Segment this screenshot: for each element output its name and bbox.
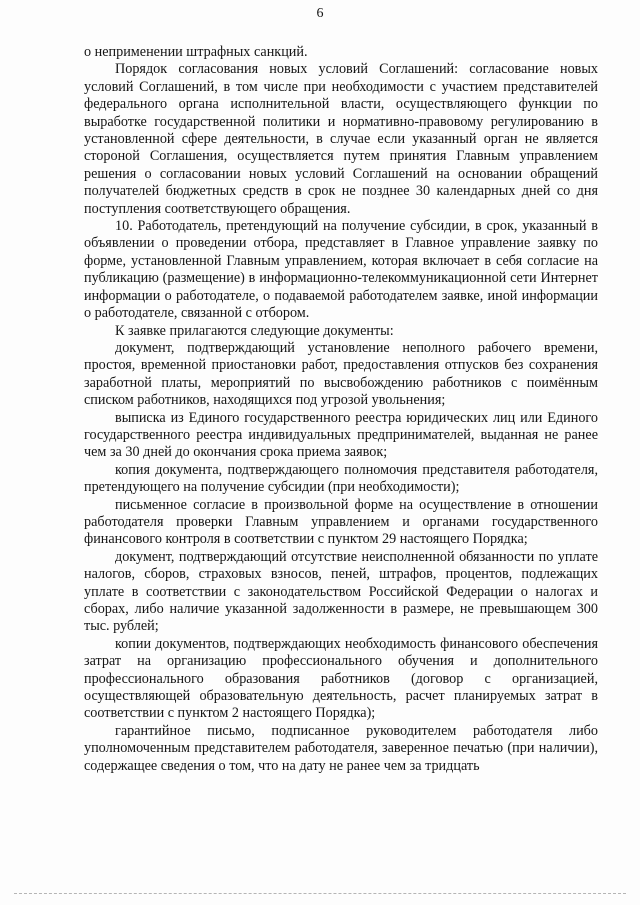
paragraph: 10. Работодатель, претендующий на получение субсидии, в срок, указанный в объявлении о проведении отбора, представляет в Главное управление заявку по форме, установленной Главным управлением, которая включает в себя согласие на публикацию (размещение) в информационно-телекоммуникационной сети Интернет информации о работодателе, о подаваемой работодателем заявке, иной информации о работодателе, связанной с отбором. [84,218,598,322]
paragraph: документ, подтверждающий отсутствие неисполненной обязанности по уплате налогов, сборов, страховых взносов, пеней, штрафов, процентов, подлежащих уплате в соответствии с законодательством Российской Федерации о налогах и сборах, либо наличие указанной задолженности в размере, не превышающем 300 тыс. рублей; [84,548,598,635]
paragraph: К заявке прилагаются следующие документы: [115,322,394,339]
paragraph: копия документа, подтверждающего полномочия представителя работодателя, претендующего на получение субсидии (при необходимости); [84,461,598,496]
paragraph: выписка из Единого государственного реестра юридических лиц или Единого государственного реестра индивидуальных предпринимателей, выданная не ранее чем за 30 дней до окончания срока приема заявок; [84,409,598,461]
page-number: 6 [316,6,324,21]
paragraph: копии документов, подтверждающих необходимость финансового обеспечения затрат на организацию профессионального обучения и дополнительного профессионального образования работников (договор с организацией, осуществляющей образовательную деятельность, расчет планируемых затрат в соответствии с пунктом 2 настоящего Порядка); [84,635,598,722]
paragraph: документ, подтверждающий установление неполного рабочего времени, простоя, временной приостановки работ, предоставления отпусков без сохранения заработной платы, мероприятий по высвобождению работников с поимённым списком работников, находящихся под угрозой увольнения; [84,339,598,409]
paragraph: Порядок согласования новых условий Соглашений: согласование новых условий Соглашений, в том числе при необходимости с участием представителей федерального органа исполнительной власти, осуществляющего функции по выработке государственной политики и нормативно-правовому регулированию в установленной сфере деятельности, в случае если указанный орган не является стороной Соглашения, осуществляется путем принятия Главным управлением решения о согласовании новых условий Соглашений на основании обращений получателей бюджетных средств в срок не позднее 30 календарных дней со дня поступления соответствующего обращения. [84,61,598,217]
scan-edge-line [14,893,626,894]
paragraph: гарантийное письмо, подписанное руководителем работодателя либо уполномоченным представителем работодателя, заверенное печатью (при наличии), содержащее сведения о том, что на дату не ранее чем за тридцать [84,722,598,774]
document-body [84,44,598,775]
paragraph: о неприменении штрафных санкций. [84,44,308,60]
paragraph: письменное согласие в произвольной форме на осуществление в отношении работодателя проверки Главным управлением и органами государственного финансового контроля в соответствии с пунктом 29 настоящего Порядка; [84,496,598,548]
